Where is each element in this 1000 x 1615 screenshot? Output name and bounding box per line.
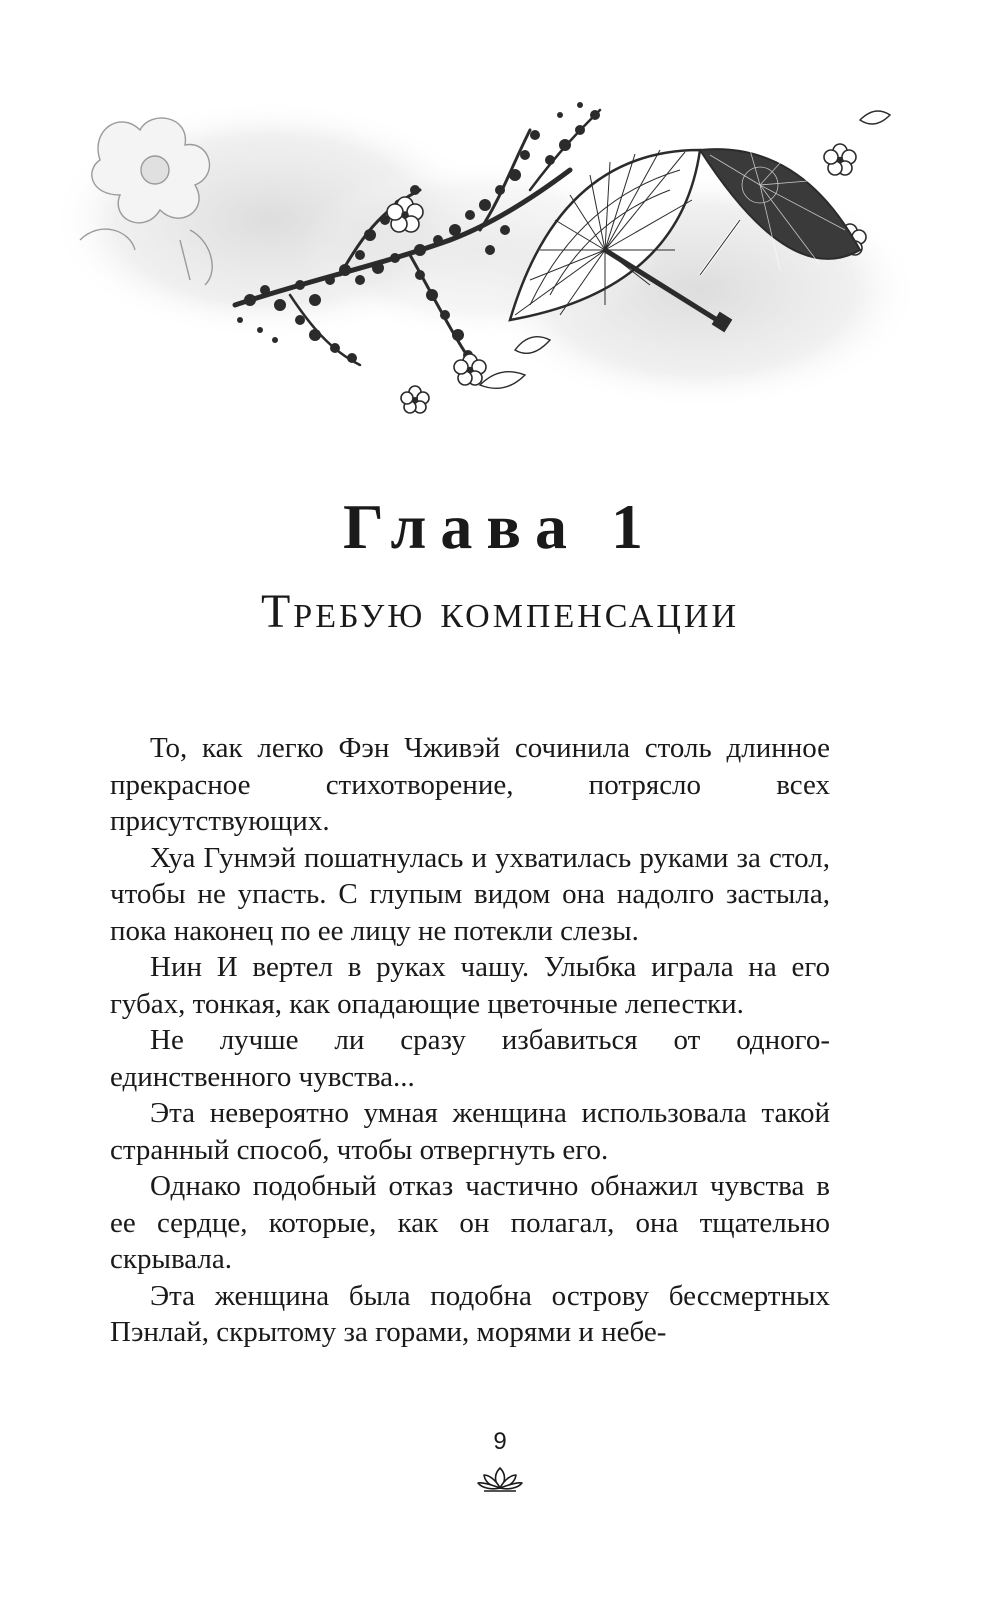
lotus-icon — [476, 1465, 524, 1493]
chapter-number: Глава 1 — [343, 491, 657, 562]
paragraph: Не лучше ли сразу избавиться от одного-единственного чувства... — [110, 1024, 830, 1093]
chapter-body — [110, 730, 830, 1351]
paragraph: Нин И вертел в руках чашу. Улыбка играла на его губах, тонкая, как опадающие цветочные лепестки. — [110, 951, 830, 1020]
paragraph: Эта женщина была подобна острову бессмертных Пэнлай, скрытому за горами, морями и небе- — [110, 1279, 830, 1348]
page-number: 9 — [493, 1428, 507, 1455]
chapter-title: Требую компенсации — [260, 585, 740, 638]
paragraph: То, как легко Фэн Чживэй сочинила столь длинное прекрасное стихотворение, потрясло всех присутствующих. — [110, 732, 830, 837]
paragraph: Однако подобный отказ частично обнажил чувства в ее сердце, которые, как он полагал, она тщательно скрывала. — [110, 1170, 830, 1275]
paragraph: Эта невероятно умная женщина использовала такой странный способ, чтобы отвергнуть его. — [110, 1097, 830, 1166]
umbrella-and-blossom-illustration — [60, 90, 920, 450]
paragraph: Хуа Гунмэй пошатнулась и ухватилась руками за стол, чтобы не упасть. С глупым видом она надолго застыла, пока наконец по ее лицу не потекли слезы. — [110, 841, 830, 947]
